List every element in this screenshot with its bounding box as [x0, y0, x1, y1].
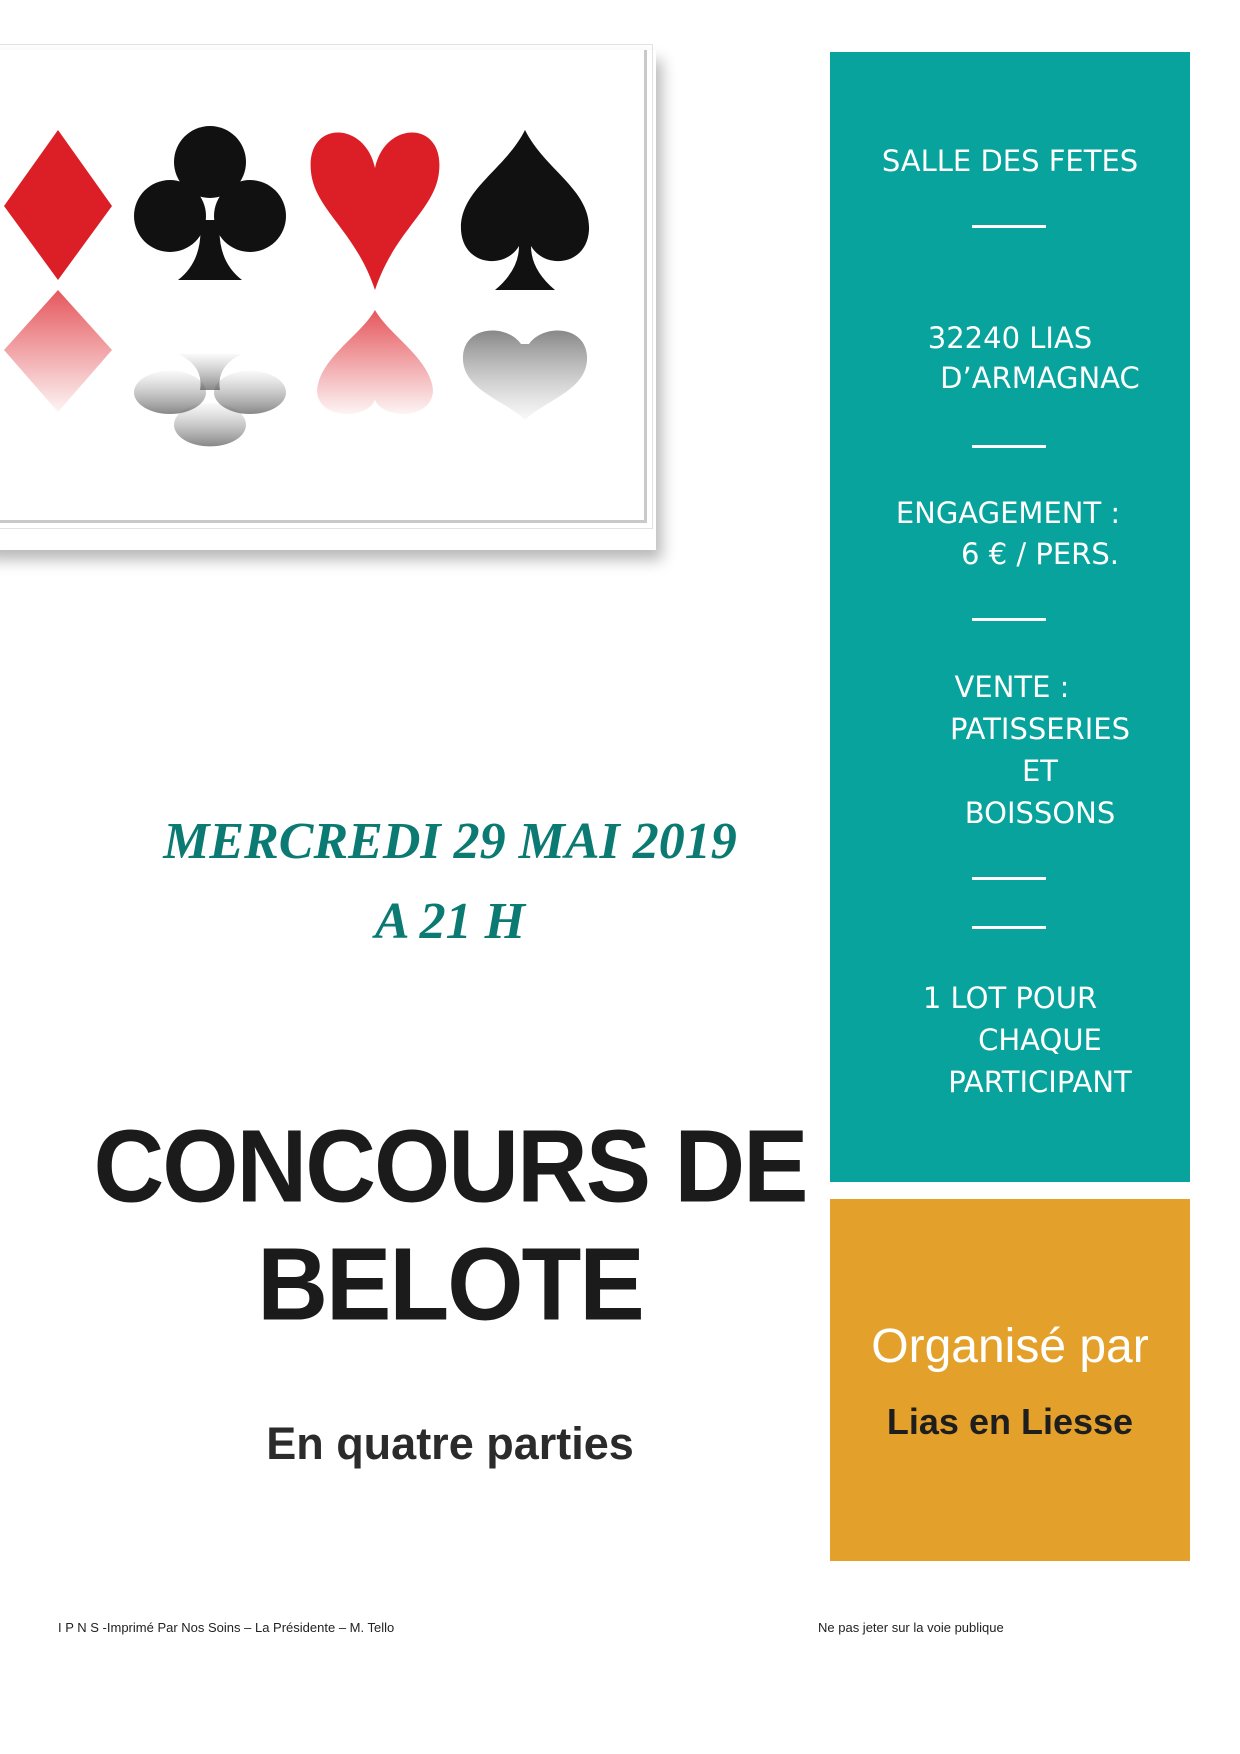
event-date: MERCREDI 29 MAI 2019	[163, 813, 737, 870]
info-panel	[830, 52, 1190, 1182]
footer-left: I P N S -Imprimé Par Nos Soins – La Présidente – M. Tello	[58, 1620, 395, 1635]
club-icon	[134, 126, 286, 446]
sale-line-2: PATISSERIES	[949, 712, 1131, 746]
prize-line-1: 1 LOT POUR	[922, 981, 1098, 1015]
diamond-icon	[4, 130, 112, 412]
separator	[972, 926, 1046, 929]
sale-line-3: ET	[1021, 754, 1059, 788]
separator	[972, 877, 1046, 880]
sale-line-1: VENTE :	[954, 670, 1070, 704]
address-line-2: D’ARMAGNAC	[940, 361, 1140, 395]
footer-right: Ne pas jeter sur la voie publique	[818, 1620, 1004, 1635]
event-time: A 21 H	[374, 893, 526, 950]
separator	[972, 225, 1046, 228]
fee-line-1: ENGAGEMENT :	[895, 496, 1121, 530]
spade-icon	[461, 130, 589, 420]
fee-line-2: 6 € / PERS.	[961, 537, 1119, 571]
card-image	[0, 50, 670, 560]
separator	[972, 618, 1046, 621]
title-line-2: BELOTE	[257, 1226, 643, 1342]
separator	[972, 445, 1046, 448]
organizer-panel	[830, 1199, 1190, 1561]
prize-line-2: CHAQUE	[978, 1023, 1102, 1057]
event-subtitle: En quatre parties	[266, 1418, 634, 1469]
venue-text: SALLE DES FETES	[881, 144, 1139, 178]
heart-icon	[311, 132, 440, 413]
title-line-1: CONCOURS DE	[93, 1108, 807, 1224]
prize-line-3: PARTICIPANT	[948, 1065, 1132, 1099]
organizer-name: Lias en Liesse	[886, 1401, 1134, 1442]
sale-line-4: BOISSONS	[964, 796, 1116, 830]
address-line-1: 32240 LIAS	[927, 321, 1093, 355]
organizer-label: Organisé par	[871, 1320, 1149, 1373]
card-suits	[0, 120, 670, 480]
